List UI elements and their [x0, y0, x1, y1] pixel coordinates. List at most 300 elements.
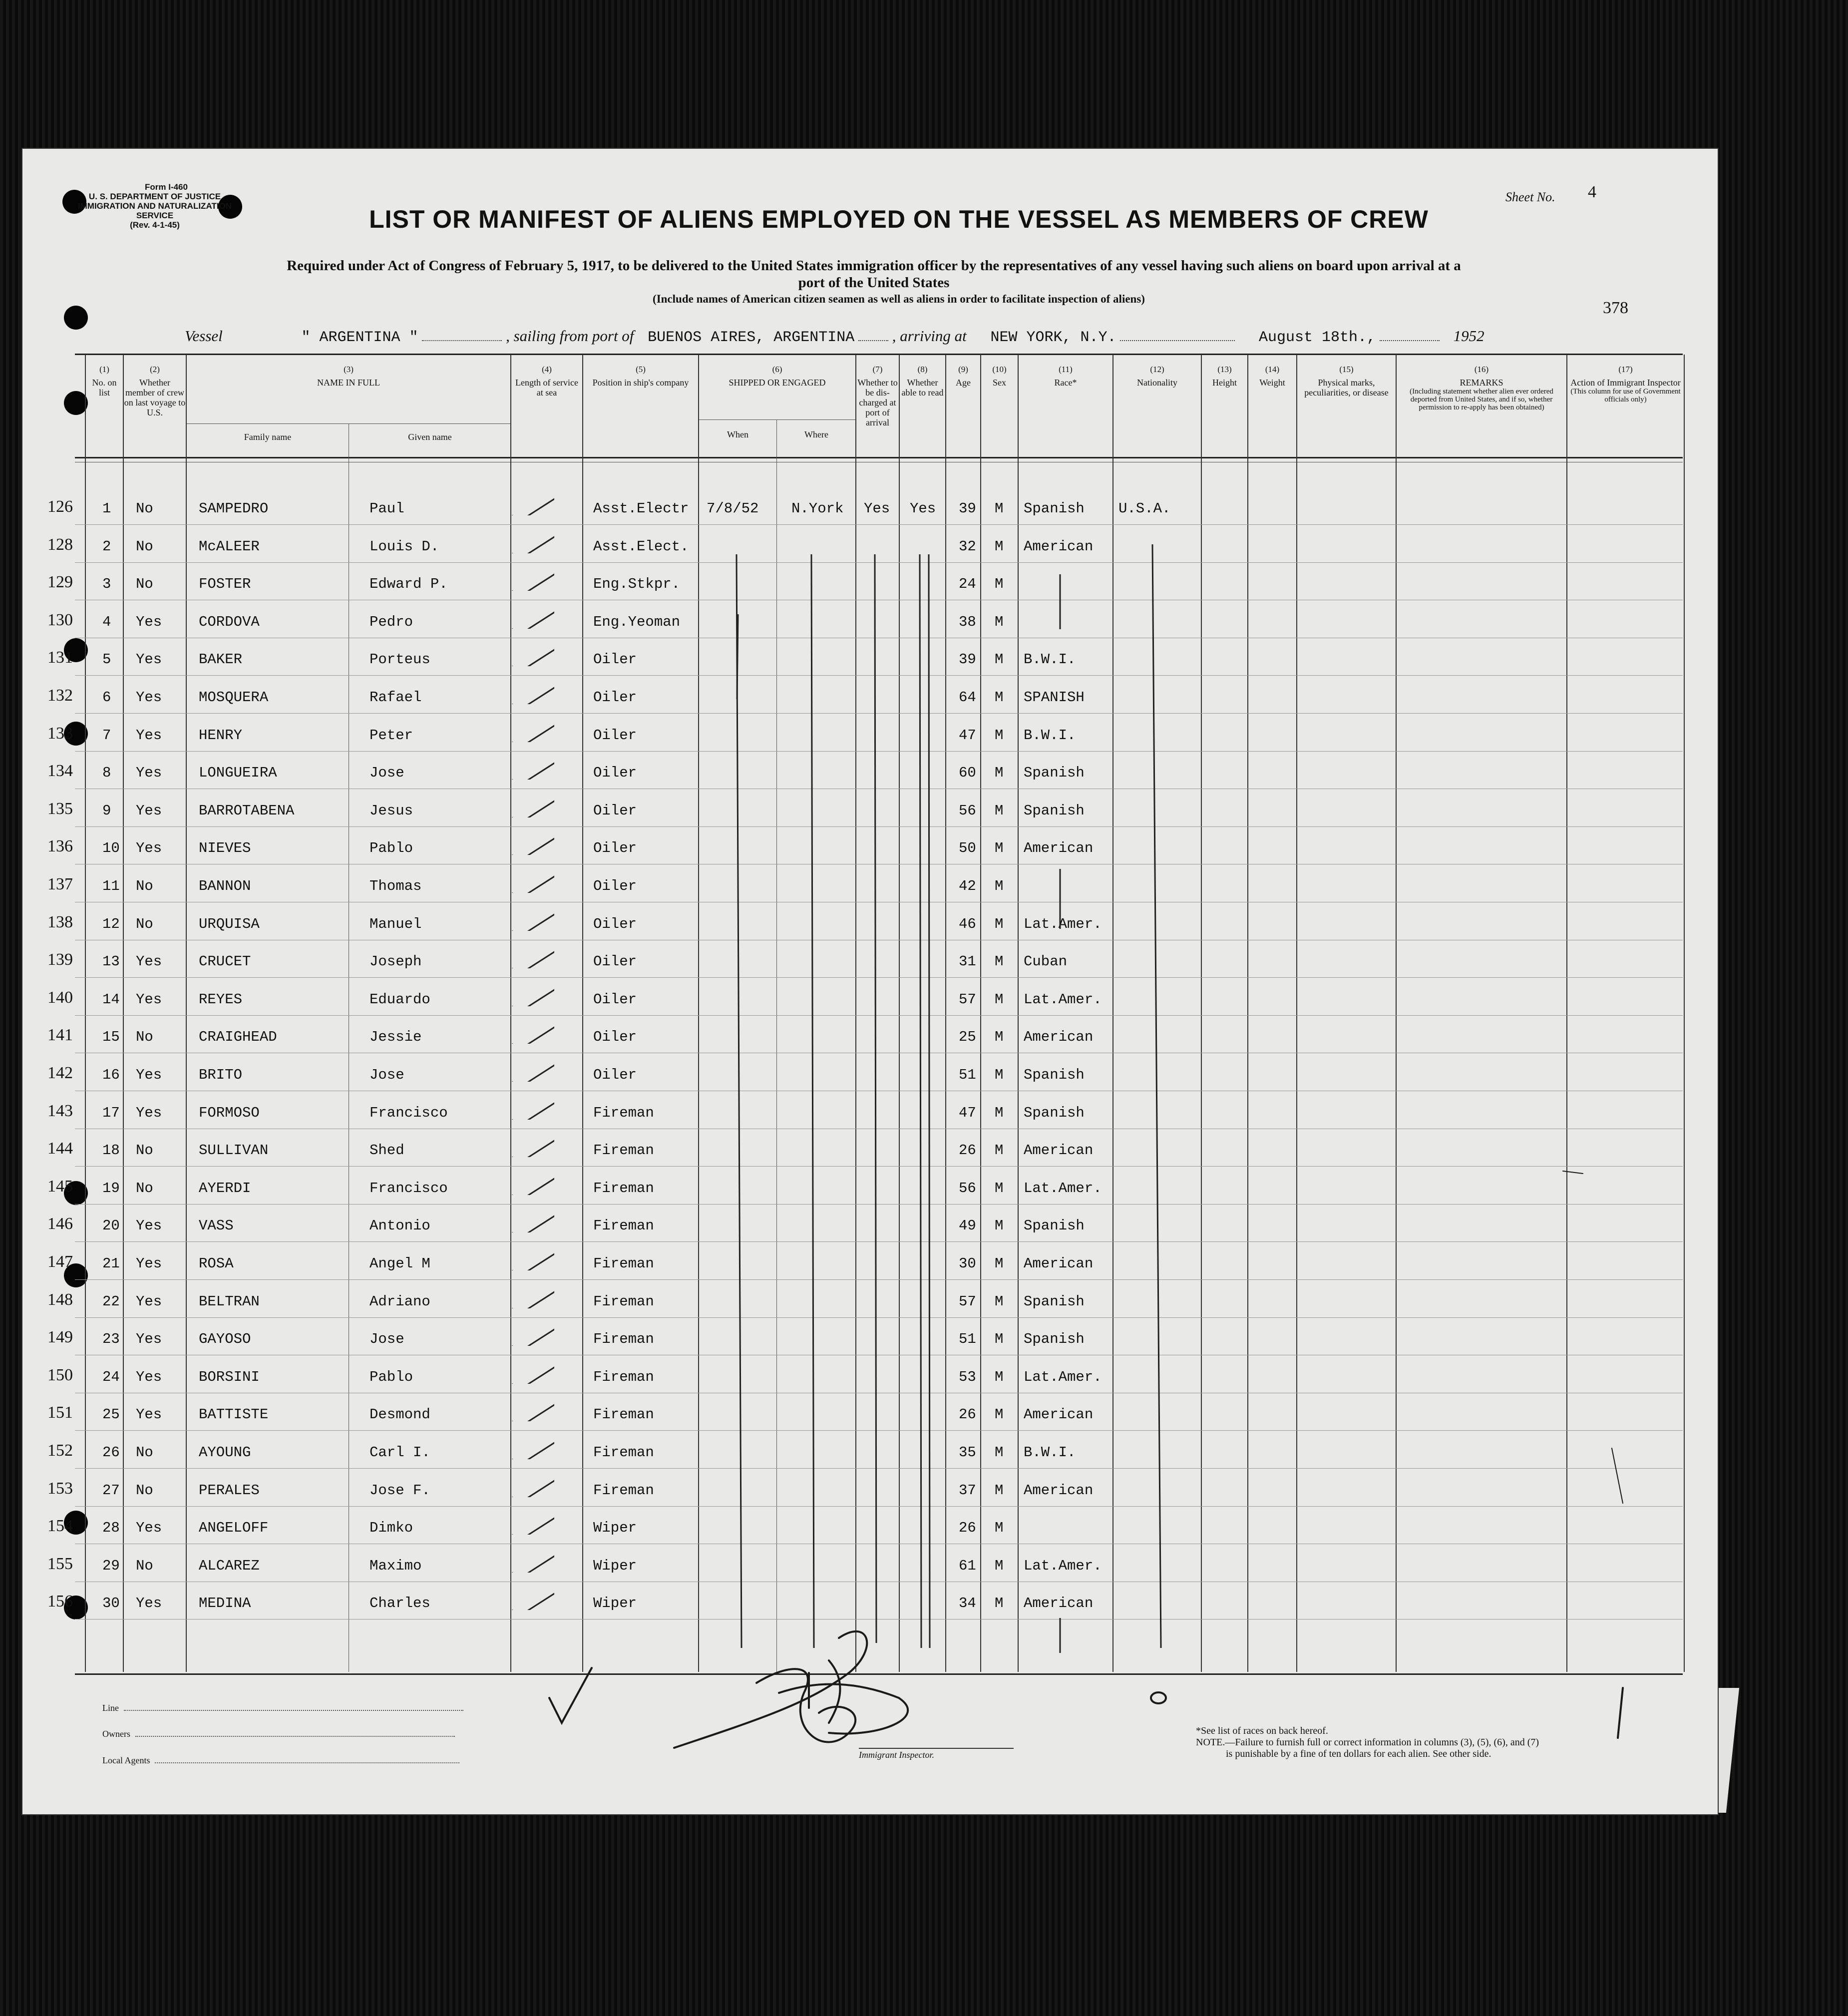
list-number: 9 [102, 803, 111, 819]
line-number: 128 [47, 535, 73, 554]
list-number: 21 [102, 1255, 120, 1272]
line-number: 148 [47, 1290, 73, 1309]
line-number: 138 [47, 913, 73, 931]
family-name: FOSTER [199, 576, 251, 592]
age: 64 [959, 689, 976, 706]
age: 26 [959, 1142, 976, 1159]
family-name: BANNON [199, 878, 251, 894]
list-number: 27 [102, 1482, 120, 1499]
sex: M [995, 614, 1004, 630]
given-name: Jose F. [370, 1482, 430, 1499]
family-name: BATTISTE [199, 1406, 269, 1423]
position: Oiler [593, 689, 637, 706]
sex: M [995, 1029, 1004, 1045]
race: Lat.Amer. [1024, 1180, 1102, 1197]
age: 57 [959, 1293, 976, 1310]
given-name: Angel M [370, 1255, 430, 1272]
position: Oiler [593, 803, 637, 819]
shipped-where: N.York [791, 500, 844, 517]
position: Fireman [593, 1369, 654, 1385]
line-number: 144 [47, 1139, 73, 1158]
last-voyage: Yes [136, 803, 162, 819]
arriving-label: , arriving at [892, 327, 967, 345]
given-name: Francisco [370, 1180, 448, 1197]
race: American [1024, 1255, 1094, 1272]
header-height: (13) Height [1212, 365, 1237, 388]
line-number: 134 [47, 762, 73, 780]
last-voyage: No [136, 576, 153, 592]
sex: M [995, 1444, 1004, 1461]
given-name: Pablo [370, 1369, 413, 1385]
shipped-when: 7/8/52 [707, 500, 759, 517]
family-name: LONGUEIRA [199, 765, 277, 781]
list-number: 19 [102, 1180, 120, 1197]
race: Lat.Amer. [1024, 1369, 1102, 1385]
last-voyage: No [136, 878, 153, 894]
sex: M [995, 991, 1004, 1008]
position: Oiler [593, 765, 637, 781]
last-voyage: Yes [136, 1217, 162, 1234]
race: Spanish [1024, 1067, 1085, 1083]
header-age: (9) Age [956, 365, 971, 388]
header-shipped: (6) SHIPPED OR ENGAGED [729, 365, 826, 388]
header-action: (17) Action of Immigrant Inspector (This column for use of Government officials only) [1570, 365, 1681, 403]
line-number: 132 [47, 686, 73, 705]
age: 34 [959, 1595, 976, 1612]
sex: M [995, 1180, 1004, 1197]
family-name: ANGELOFF [199, 1520, 269, 1536]
last-voyage: Yes [136, 1331, 162, 1347]
sex: M [995, 1595, 1004, 1612]
list-number: 7 [102, 727, 111, 744]
family-name: CRAIGHEAD [199, 1029, 277, 1045]
vessel-name: " ARGENTINA " [301, 329, 418, 346]
last-voyage: Yes [136, 1520, 162, 1536]
owners-field: Owners [102, 1729, 455, 1739]
last-voyage: No [136, 1558, 153, 1574]
family-name: AYERDI [199, 1180, 251, 1197]
family-name: VASS [199, 1217, 234, 1234]
age: 24 [959, 576, 976, 592]
race: Cuban [1024, 953, 1068, 970]
subtitle-line-1: Required under Act of Congress of February 5, 1917, to be delivered to the United States immigration officer by the representatives of any vessel having such aliens on board upon arrival at a [287, 258, 1461, 274]
position: Oiler [593, 1029, 637, 1045]
list-number: 3 [102, 576, 111, 592]
header-last-voyage: (2) Whether member of crew on last voyage to U.S. [124, 365, 186, 417]
sex: M [995, 1482, 1004, 1499]
family-name: CRUCET [199, 953, 251, 970]
sex: M [995, 1520, 1004, 1536]
position: Wiper [593, 1558, 637, 1574]
last-voyage: Yes [136, 991, 162, 1008]
list-number: 8 [102, 765, 111, 781]
sex: M [995, 878, 1004, 894]
race: Spanish [1024, 1217, 1085, 1234]
age: 35 [959, 1444, 976, 1461]
list-number: 29 [102, 1558, 120, 1574]
position: Oiler [593, 878, 637, 894]
header-position: (5) Position in ship's company [592, 365, 689, 388]
last-voyage: Yes [136, 1293, 162, 1310]
race: SPANISH [1024, 689, 1085, 706]
age: 38 [959, 614, 976, 630]
last-voyage: Yes [136, 1595, 162, 1612]
position: Fireman [593, 1331, 654, 1347]
inspector-label: Immigrant Inspector. [859, 1748, 1014, 1760]
given-name: Desmond [370, 1406, 430, 1423]
given-name: Dimko [370, 1520, 413, 1536]
line-number: 156 [47, 1592, 73, 1611]
line-number: 146 [47, 1214, 73, 1233]
sheet-number: 4 [1588, 183, 1596, 201]
page-title: LIST OR MANIFEST OF ALIENS EMPLOYED ON THE VESSEL AS MEMBERS OF CREW [369, 205, 1429, 233]
position: Wiper [593, 1520, 637, 1536]
header-sex: (10) Sex [992, 365, 1007, 388]
sex: M [995, 1105, 1004, 1121]
position: Wiper [593, 1595, 637, 1612]
race: Spanish [1024, 1331, 1085, 1347]
line-number: 140 [47, 988, 73, 1007]
last-voyage: Yes [136, 1067, 162, 1083]
list-number: 10 [102, 840, 120, 856]
family-name: PERALES [199, 1482, 260, 1499]
position: Oiler [593, 651, 637, 668]
list-number: 2 [102, 538, 111, 555]
family-name: BARROTABENA [199, 803, 295, 819]
last-voyage: Yes [136, 727, 162, 744]
last-voyage: Yes [136, 614, 162, 630]
family-name: AYOUNG [199, 1444, 251, 1461]
sex: M [995, 727, 1004, 744]
given-name: Pedro [370, 614, 413, 630]
sex: M [995, 803, 1004, 819]
list-number: 16 [102, 1067, 120, 1083]
family-name: GAYOSO [199, 1331, 251, 1347]
last-voyage: Yes [136, 765, 162, 781]
given-name: Francisco [370, 1105, 448, 1121]
sex: M [995, 1142, 1004, 1159]
header-no: (1) No. on list [92, 365, 117, 398]
sex: M [995, 1331, 1004, 1347]
last-voyage: Yes [136, 840, 162, 856]
form-revision: (Rev. 4-1-45) [130, 220, 180, 230]
list-number: 24 [102, 1369, 120, 1385]
line-number: 130 [47, 611, 73, 629]
age: 51 [959, 1067, 976, 1083]
family-name: BRITO [199, 1067, 243, 1083]
able-to-read: Yes [910, 500, 936, 517]
position: Fireman [593, 1444, 654, 1461]
form-number: Form I-460 [145, 182, 188, 192]
service-name: IMMIGRATION AND NATURALIZATION SERVICE [77, 201, 232, 220]
family-name: MEDINA [199, 1595, 251, 1612]
line-number: 145 [47, 1177, 73, 1196]
sex: M [995, 1293, 1004, 1310]
age: 32 [959, 538, 976, 555]
given-name: Eduardo [370, 991, 430, 1008]
position: Eng.Stkpr. [593, 576, 681, 592]
header-when: When [727, 429, 748, 439]
family-name: BORSINI [199, 1369, 260, 1385]
penalty-note-2: is punishable by a fine of ten dollars for each alien. See other side. [1226, 1748, 1491, 1759]
age: 50 [959, 840, 976, 856]
line-number: 129 [47, 573, 73, 591]
sex: M [995, 765, 1004, 781]
sex: M [995, 916, 1004, 932]
department: U. S. DEPARTMENT OF JUSTICE [88, 192, 221, 201]
line-number: 149 [47, 1328, 73, 1346]
header-where: Where [804, 429, 828, 439]
last-voyage: Yes [136, 651, 162, 668]
list-number: 26 [102, 1444, 120, 1461]
family-name: REYES [199, 991, 243, 1008]
age: 53 [959, 1369, 976, 1385]
last-voyage: No [136, 1444, 153, 1461]
line-field: Line [102, 1703, 463, 1713]
family-name: HENRY [199, 727, 243, 744]
last-voyage: No [136, 500, 153, 517]
sex: M [995, 1406, 1004, 1423]
given-name: Paul [370, 500, 404, 517]
age: 26 [959, 1520, 976, 1536]
given-name: Joseph [370, 953, 422, 970]
given-name: Maximo [370, 1558, 422, 1574]
sex: M [995, 576, 1004, 592]
race: American [1024, 1029, 1094, 1045]
race: Spanish [1024, 765, 1085, 781]
age: 61 [959, 1558, 976, 1574]
line-number: 143 [47, 1102, 73, 1120]
list-number: 1 [102, 500, 111, 517]
age: 31 [959, 953, 976, 970]
sex: M [995, 651, 1004, 668]
line-number: 150 [47, 1366, 73, 1384]
family-name: BELTRAN [199, 1293, 260, 1310]
position: Fireman [593, 1217, 654, 1234]
given-name: Jose [370, 1331, 404, 1347]
sheet-label: Sheet No. [1505, 190, 1555, 204]
last-voyage: No [136, 1142, 153, 1159]
position: Oiler [593, 727, 637, 744]
race: Lat.Amer. [1024, 991, 1102, 1008]
line-number: 152 [47, 1441, 73, 1460]
list-number: 28 [102, 1520, 120, 1536]
subtitle-line-2: port of the United States [798, 275, 950, 291]
race: American [1024, 840, 1094, 856]
race: Spanish [1024, 500, 1085, 517]
list-number: 4 [102, 614, 111, 630]
position: Fireman [593, 1293, 654, 1310]
line-number: 155 [47, 1555, 73, 1573]
list-number: 13 [102, 953, 120, 970]
position: Eng.Yeoman [593, 614, 681, 630]
arriving-port: NEW YORK, N.Y. [990, 329, 1116, 346]
given-name: Jesus [370, 803, 413, 819]
position: Fireman [593, 1482, 654, 1499]
family-name: CORDOVA [199, 614, 260, 630]
vessel-label: Vessel [185, 327, 223, 345]
list-number: 6 [102, 689, 111, 706]
list-number: 11 [102, 878, 120, 894]
sex: M [995, 840, 1004, 856]
header-race: (11) Race* [1054, 365, 1077, 388]
race: American [1024, 1142, 1094, 1159]
line-number: 136 [47, 837, 73, 855]
line-number: 151 [47, 1403, 73, 1422]
list-number: 12 [102, 916, 120, 932]
family-name: FORMOSO [199, 1105, 260, 1121]
age: 56 [959, 803, 976, 819]
header-nationality: (12) Nationality [1137, 365, 1177, 388]
age: 26 [959, 1406, 976, 1423]
given-name: Pablo [370, 840, 413, 856]
position: Fireman [593, 1142, 654, 1159]
list-number: 15 [102, 1029, 120, 1045]
position: Fireman [593, 1255, 654, 1272]
discharged: Yes [864, 500, 890, 517]
line-number: 126 [47, 497, 73, 516]
line-number: 147 [47, 1252, 73, 1271]
given-name: Thomas [370, 878, 422, 894]
sex: M [995, 1217, 1004, 1234]
family-name: SULLIVAN [199, 1142, 269, 1159]
given-name: Porteus [370, 651, 430, 668]
list-number: 14 [102, 991, 120, 1008]
age: 60 [959, 765, 976, 781]
age: 39 [959, 651, 976, 668]
given-name: Jessie [370, 1029, 422, 1045]
position: Fireman [593, 1180, 654, 1197]
last-voyage: No [136, 1180, 153, 1197]
age: 47 [959, 727, 976, 744]
race: Lat.Amer. [1024, 916, 1102, 932]
given-name: Adriano [370, 1293, 430, 1310]
page-number: 378 [1603, 299, 1628, 317]
race: American [1024, 1406, 1094, 1423]
given-name: Jose [370, 765, 404, 781]
list-number: 23 [102, 1331, 120, 1347]
list-number: 20 [102, 1217, 120, 1234]
position: Oiler [593, 991, 637, 1008]
given-name: Peter [370, 727, 413, 744]
local-agents-field: Local Agents [102, 1755, 459, 1766]
sailing-port: BUENOS AIRES, ARGENTINA [648, 329, 855, 346]
race: American [1024, 538, 1094, 555]
given-name: Rafael [370, 689, 422, 706]
penalty-note-1: NOTE.—Failure to furnish full or correct information in columns (3), (5), (6), and (7) [1196, 1737, 1539, 1748]
race: B.W.I. [1024, 651, 1076, 668]
last-voyage: No [136, 1482, 153, 1499]
header-family-name: Family name [244, 432, 292, 442]
given-name: Antonio [370, 1217, 430, 1234]
sex: M [995, 1369, 1004, 1385]
given-name: Shed [370, 1142, 404, 1159]
line-number: 141 [47, 1026, 73, 1044]
last-voyage: No [136, 538, 153, 555]
sex: M [995, 953, 1004, 970]
age: 25 [959, 1029, 976, 1045]
list-number: 25 [102, 1406, 120, 1423]
line-number: 137 [47, 875, 73, 893]
age: 39 [959, 500, 976, 517]
list-number: 5 [102, 651, 111, 668]
position: Asst.Elect. [593, 538, 689, 555]
given-name: Louis D. [370, 538, 439, 555]
header-given-name: Given name [408, 432, 452, 442]
line-number: 133 [47, 724, 73, 743]
line-number: 135 [47, 800, 73, 818]
family-name: ROSA [199, 1255, 234, 1272]
sex: M [995, 538, 1004, 555]
last-voyage: No [136, 916, 153, 932]
family-name: NIEVES [199, 840, 251, 856]
age: 57 [959, 991, 976, 1008]
position: Oiler [593, 953, 637, 970]
family-name: SAMPEDRO [199, 500, 269, 517]
position: Oiler [593, 840, 637, 856]
position: Oiler [593, 916, 637, 932]
last-voyage: Yes [136, 953, 162, 970]
last-voyage: Yes [136, 1369, 162, 1385]
position: Fireman [593, 1105, 654, 1121]
header-discharged: (7) Whether to be dis-charged at port of arrival [857, 365, 898, 427]
header-physical-marks: (15) Physical marks, peculiarities, or disease [1304, 365, 1389, 398]
race: B.W.I. [1024, 1444, 1076, 1461]
sex: M [995, 1558, 1004, 1574]
last-voyage: Yes [136, 1105, 162, 1121]
given-name: Charles [370, 1595, 430, 1612]
header-read: (8) Whether able to read [901, 365, 944, 398]
family-name: BAKER [199, 651, 243, 668]
race: Spanish [1024, 1293, 1085, 1310]
races-note: *See list of races on back hereof. [1196, 1725, 1328, 1736]
given-name: Manuel [370, 916, 422, 932]
age: 46 [959, 916, 976, 932]
list-number: 18 [102, 1142, 120, 1159]
include-note: (Include names of American citizen seamen as well as aliens in order to facilitate inspection of aliens) [653, 293, 1145, 305]
age: 47 [959, 1105, 976, 1121]
sex: M [995, 689, 1004, 706]
line-number: 142 [47, 1064, 73, 1082]
year-suffix: 52 [1469, 327, 1484, 345]
given-name: Carl I. [370, 1444, 430, 1461]
last-voyage: No [136, 1029, 153, 1045]
header-remarks: (16) REMARKS (Including statement whether alien ever ordered deported from United States, and if so, whether permission to re-apply has been obtained) [1410, 365, 1553, 411]
arrival-date: August 18th., [1259, 329, 1376, 346]
family-name: ALCAREZ [199, 1558, 260, 1574]
race: Spanish [1024, 803, 1085, 819]
age: 49 [959, 1217, 976, 1234]
list-number: 30 [102, 1595, 120, 1612]
given-name: Jose [370, 1067, 404, 1083]
line-number: 154 [47, 1517, 73, 1535]
list-number: 17 [102, 1105, 120, 1121]
nationality: U.S.A. [1118, 500, 1171, 517]
last-voyage: Yes [136, 689, 162, 706]
sailing-label: , sailing from port of [506, 327, 634, 345]
given-name: Edward P. [370, 576, 448, 592]
position: Oiler [593, 1067, 637, 1083]
line-number: 139 [47, 950, 73, 969]
family-name: URQUISA [199, 916, 260, 932]
last-voyage: Yes [136, 1255, 162, 1272]
list-number: 22 [102, 1293, 120, 1310]
age: 51 [959, 1331, 976, 1347]
age: 37 [959, 1482, 976, 1499]
race: American [1024, 1482, 1094, 1499]
header-length-service: (4) Length of service at sea [515, 365, 578, 398]
line-number: 153 [47, 1479, 73, 1498]
